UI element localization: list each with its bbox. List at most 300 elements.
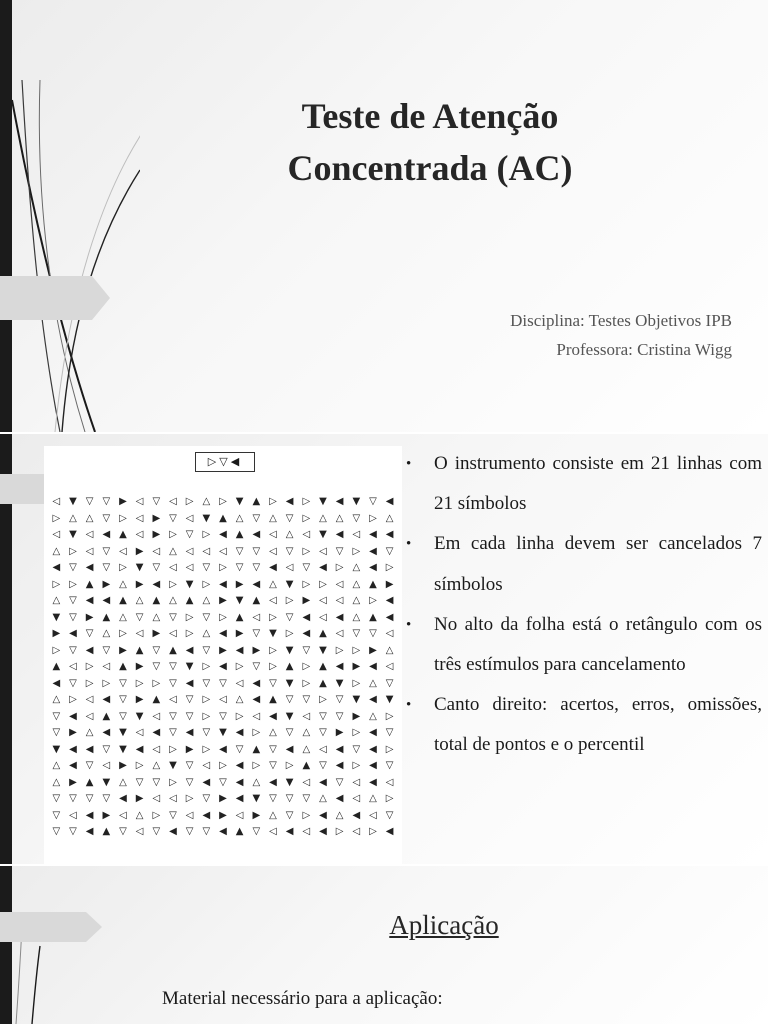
grid-symbol: ▶ (152, 529, 161, 540)
grid-symbol: △ (135, 809, 144, 821)
grid-symbol: ◁ (385, 661, 394, 672)
grid-symbol: ◀ (102, 595, 111, 606)
bullet-item (402, 524, 762, 604)
grid-symbol: ◁ (169, 694, 177, 705)
grid-symbol: ◀ (85, 826, 94, 837)
grid-symbol: ▽ (385, 727, 394, 738)
grid-symbol: ▼ (319, 644, 327, 656)
grid-symbol: ▽ (252, 512, 261, 524)
grid-symbol: ▲ (119, 595, 127, 606)
grid-symbol: △ (385, 512, 394, 524)
grid-symbol: ▽ (102, 496, 111, 507)
grid-symbol: ▼ (135, 562, 144, 573)
grid-symbol: ◁ (319, 595, 327, 606)
grid-symbol: ◁ (385, 628, 394, 639)
grid-symbol: ▽ (302, 694, 311, 705)
body-text: Material necessário para a aplicação: (162, 988, 443, 1009)
bullet-dot: • (406, 536, 412, 553)
grid-symbol: ▽ (385, 545, 394, 557)
grid-symbol: ▷ (352, 545, 361, 557)
grid-symbol: ▶ (385, 578, 394, 590)
grid-symbol: ▶ (135, 661, 144, 672)
grid-symbol: ◀ (102, 727, 111, 738)
grid-symbol: ▽ (185, 776, 194, 788)
grid-symbol: ▷ (202, 661, 211, 672)
grid-symbol: ▽ (319, 760, 327, 771)
grid-symbol: ▷ (302, 661, 311, 672)
grid-symbol: ◀ (169, 826, 177, 837)
grid-symbol: ◁ (319, 545, 327, 557)
grid-symbol: ◀ (219, 826, 227, 837)
grid-symbol: △ (235, 694, 244, 705)
grid-symbol: ▷ (319, 578, 327, 590)
grid-symbol: ▼ (335, 677, 344, 689)
grid-symbol: ▷ (219, 611, 227, 623)
bullet-item (402, 444, 762, 524)
page-title (230, 90, 630, 194)
grid-symbol: ▽ (102, 562, 111, 573)
grid-symbol: ▼ (69, 496, 77, 507)
grid-symbol: ▷ (185, 793, 194, 804)
grid-symbol: ▼ (52, 611, 61, 623)
grid-symbol: ▽ (102, 512, 111, 524)
grid-symbol: △ (152, 760, 161, 771)
grid-symbol: ◀ (235, 760, 244, 771)
grid-symbol: ▽ (102, 644, 111, 656)
grid-symbol: ▽ (185, 694, 194, 705)
grid-symbol: △ (385, 644, 394, 656)
grid-symbol: ▼ (52, 743, 61, 755)
bullet-list (402, 444, 762, 766)
grid-symbol: ◀ (252, 694, 261, 705)
grid-symbol: ◁ (102, 760, 111, 771)
grid-symbol: ▽ (219, 710, 227, 722)
grid-symbol: ▽ (235, 743, 244, 755)
stimulus-box: ▷▽◀ (195, 452, 255, 472)
grid-symbol: ◀ (202, 776, 211, 788)
grid-symbol: ▼ (285, 710, 294, 722)
grid-symbol: ▲ (319, 677, 327, 689)
grid-symbol: ▲ (185, 595, 194, 606)
bullet-dot: • (406, 697, 412, 714)
grid-symbol: △ (285, 529, 294, 540)
grid-symbol: ▽ (69, 562, 77, 573)
grid-symbol: ▽ (335, 776, 344, 788)
grid-symbol: ◁ (135, 529, 144, 540)
grid-symbol: ▽ (169, 661, 177, 672)
grid-symbol: ▽ (285, 694, 294, 705)
grid-symbol: ◁ (252, 611, 261, 623)
grid-symbol: ▽ (69, 826, 77, 837)
grid-symbol: ▷ (335, 644, 344, 656)
grid-symbol: △ (252, 776, 261, 788)
grid-symbol: ▷ (352, 644, 361, 656)
grid-symbol: ◁ (152, 710, 161, 722)
grid-symbol: ◁ (119, 809, 127, 821)
grid-symbol: ◁ (185, 545, 194, 557)
grid-symbol: ▼ (219, 727, 227, 738)
grid-symbol: ◀ (302, 628, 311, 639)
grid-symbol: ▷ (52, 512, 61, 524)
grid-symbol: ▷ (285, 628, 294, 639)
grid-symbol: ▶ (219, 809, 227, 821)
title-line-1: Teste de Atenção (301, 96, 559, 136)
grid-symbol: ▽ (152, 826, 161, 837)
grid-symbol: ▼ (252, 793, 261, 804)
grid-symbol: ◁ (169, 562, 177, 573)
grid-symbol: ▷ (252, 760, 261, 771)
grid-symbol: ◁ (352, 529, 361, 540)
decorative-swoosh (0, 866, 80, 1024)
grid-symbol: ◀ (369, 760, 377, 771)
decorative-swoosh (0, 0, 140, 432)
grid-symbol: ▲ (235, 611, 244, 623)
grid-symbol: △ (202, 628, 211, 639)
grid-symbol: ▽ (385, 760, 394, 771)
grid-symbol: ▽ (69, 677, 77, 689)
grid-symbol: ▲ (152, 595, 161, 606)
grid-symbol: ◁ (169, 496, 177, 507)
grid-symbol: ◀ (285, 826, 294, 837)
grid-symbol: △ (352, 595, 361, 606)
grid-symbol: ◁ (335, 628, 344, 639)
grid-symbol: ▶ (119, 496, 127, 507)
grid-symbol: ◁ (302, 529, 311, 540)
grid-symbol: △ (269, 578, 277, 590)
grid-symbol: ▽ (102, 545, 111, 557)
grid-symbol: △ (269, 809, 277, 821)
grid-symbol: ◁ (169, 793, 177, 804)
grid-symbol: ◀ (369, 694, 377, 705)
grid-symbol: ◁ (135, 512, 144, 524)
grid-symbol: ▶ (219, 595, 227, 606)
grid-symbol: ◁ (335, 578, 344, 590)
grid-symbol: △ (202, 496, 211, 507)
grid-symbol: ▶ (152, 628, 161, 639)
grid-symbol: ▲ (102, 611, 111, 623)
grid-symbol: ◀ (369, 529, 377, 540)
grid-symbol: ▷ (369, 595, 377, 606)
grid-symbol: ▼ (352, 694, 361, 705)
grid-symbol: ▽ (285, 545, 294, 557)
grid-symbol: ▶ (102, 809, 111, 821)
grid-symbol: ▼ (135, 710, 144, 722)
grid-symbol: ▽ (185, 529, 194, 540)
grid-symbol: ◀ (235, 776, 244, 788)
grid-symbol: ▽ (285, 611, 294, 623)
grid-symbol: ◁ (169, 628, 177, 639)
grid-symbol: ◁ (85, 694, 94, 705)
grid-symbol: ▶ (335, 727, 344, 738)
grid-symbol: ◁ (185, 512, 194, 524)
subtitle-discipline: Disciplina: Testes Objetivos IPB (510, 311, 732, 330)
grid-symbol: ◁ (335, 595, 344, 606)
grid-symbol: ◀ (85, 809, 94, 821)
grid-symbol: ▽ (302, 793, 311, 804)
grid-symbol: ▷ (352, 727, 361, 738)
grid-symbol: ▼ (185, 661, 194, 672)
grid-symbol: ▷ (52, 578, 61, 590)
grid-symbol: ▽ (169, 809, 177, 821)
grid-symbol: ▲ (102, 826, 111, 837)
grid-symbol: ▽ (319, 710, 327, 722)
grid-symbol: ◀ (85, 562, 94, 573)
grid-symbol: △ (102, 628, 111, 639)
grid-symbol: ▽ (52, 826, 61, 837)
grid-symbol: ▷ (219, 760, 227, 771)
grid-symbol: ◀ (219, 661, 227, 672)
bullet-dot: • (406, 616, 412, 633)
grid-symbol: △ (119, 578, 127, 590)
grid-symbol: ▼ (185, 578, 194, 590)
grid-symbol: ▷ (335, 826, 344, 837)
grid-symbol: ▶ (119, 760, 127, 771)
grid-symbol: ◁ (185, 562, 194, 573)
grid-symbol: ◀ (185, 727, 194, 738)
grid-symbol: ▼ (119, 727, 127, 738)
grid-symbol: ▽ (302, 562, 311, 573)
grid-symbol: ▶ (219, 793, 227, 804)
grid-symbol: ◀ (85, 595, 94, 606)
grid-symbol: ▷ (385, 710, 394, 722)
grid-symbol: ◀ (335, 529, 344, 540)
grid-symbol: ▷ (69, 694, 77, 705)
grid-symbol: ▽ (119, 710, 127, 722)
grid-symbol: ▶ (235, 628, 244, 639)
grid-symbol: ◁ (269, 529, 277, 540)
grid-symbol: ◀ (352, 809, 361, 821)
grid-symbol: △ (119, 776, 127, 788)
grid-symbol: △ (369, 793, 377, 804)
grid-symbol: ▲ (85, 578, 94, 590)
grid-symbol: ◀ (335, 661, 344, 672)
grid-symbol: ◁ (135, 628, 144, 639)
grid-symbol: ▶ (102, 578, 111, 590)
grid-symbol: ▷ (285, 760, 294, 771)
grid-symbol: ▷ (269, 496, 277, 507)
grid-symbol: ◀ (235, 727, 244, 738)
grid-symbol: ◀ (69, 743, 77, 755)
grid-symbol: ◁ (385, 776, 394, 788)
symbol-grid (48, 494, 398, 844)
grid-symbol: ▶ (352, 710, 361, 722)
grid-symbol: ◁ (152, 793, 161, 804)
grid-symbol: △ (369, 710, 377, 722)
grid-symbol: ◀ (269, 776, 277, 788)
grid-symbol: ▷ (369, 512, 377, 524)
grid-symbol: ◀ (69, 760, 77, 771)
grid-symbol: ▽ (302, 644, 311, 656)
grid-symbol: ▷ (169, 776, 177, 788)
grid-symbol: ◁ (52, 529, 61, 540)
grid-symbol: ▶ (152, 512, 161, 524)
attention-test-sheet (44, 446, 402, 864)
grid-symbol: ▷ (352, 760, 361, 771)
grid-symbol: ▷ (85, 677, 94, 689)
grid-symbol: ▷ (369, 826, 377, 837)
grid-symbol: ▷ (119, 628, 127, 639)
grid-symbol: ▷ (202, 578, 211, 590)
grid-symbol: ▽ (169, 710, 177, 722)
grid-symbol: ◀ (135, 743, 144, 755)
grid-symbol: ▽ (52, 710, 61, 722)
grid-symbol: ▷ (302, 512, 311, 524)
grid-symbol: ◁ (119, 545, 127, 557)
grid-symbol: ▼ (169, 760, 177, 771)
grid-symbol: ◁ (152, 545, 161, 557)
grid-symbol: ▶ (69, 727, 77, 738)
grid-symbol: △ (335, 512, 344, 524)
grid-symbol: △ (69, 512, 77, 524)
grid-symbol: ◀ (152, 727, 161, 738)
grid-symbol: ▽ (369, 496, 377, 507)
grid-symbol: ▽ (219, 776, 227, 788)
grid-symbol: ◁ (185, 809, 194, 821)
grid-symbol: ▽ (252, 562, 261, 573)
grid-symbol: ▽ (285, 512, 294, 524)
grid-symbol: ◁ (269, 595, 277, 606)
grid-symbol: ▷ (85, 661, 94, 672)
grid-symbol: ▲ (252, 496, 261, 507)
grid-symbol: △ (319, 512, 327, 524)
grid-symbol: △ (85, 512, 94, 524)
grid-symbol: △ (52, 760, 61, 771)
grid-symbol: ▽ (335, 545, 344, 557)
grid-symbol: ▽ (335, 694, 344, 705)
grid-symbol: ▷ (269, 644, 277, 656)
grid-symbol: ▼ (269, 628, 277, 639)
grid-symbol: ◁ (285, 562, 294, 573)
grid-symbol: ▽ (352, 743, 361, 755)
grid-symbol: ▷ (235, 710, 244, 722)
grid-symbol: ▲ (369, 578, 377, 590)
grid-symbol: ▲ (102, 710, 111, 722)
grid-symbol: ▽ (252, 545, 261, 557)
grid-symbol: ▼ (285, 578, 294, 590)
grid-symbol: ▷ (219, 496, 227, 507)
grid-symbol: ◀ (319, 562, 327, 573)
grid-symbol: ◁ (319, 743, 327, 755)
grid-symbol: ◀ (369, 743, 377, 755)
grid-symbol: ◀ (219, 628, 227, 639)
grid-symbol: △ (52, 694, 61, 705)
grid-symbol: ▽ (269, 793, 277, 804)
slide-application (0, 866, 768, 1024)
grid-symbol: ▼ (285, 644, 294, 656)
bullet-item (402, 685, 762, 765)
grid-symbol: ▽ (152, 562, 161, 573)
grid-symbol: △ (119, 611, 127, 623)
grid-symbol: △ (302, 743, 311, 755)
grid-symbol: ◀ (335, 793, 344, 804)
bullet-text: No alto da folha está o retângulo com os três estímulos para cancelamento (434, 613, 762, 676)
grid-symbol: ▽ (235, 562, 244, 573)
grid-symbol: △ (352, 578, 361, 590)
grid-symbol: ◀ (285, 496, 294, 507)
grid-symbol: ▲ (235, 826, 244, 837)
grid-symbol: △ (319, 793, 327, 804)
grid-symbol: ◀ (219, 529, 227, 540)
grid-symbol: ▽ (69, 611, 77, 623)
section-heading: Aplicação (389, 910, 499, 940)
grid-symbol: ▽ (169, 611, 177, 623)
grid-symbol: ◀ (369, 545, 377, 557)
grid-symbol: ◁ (202, 545, 211, 557)
grid-symbol: ▲ (369, 611, 377, 623)
grid-symbol: ▽ (135, 776, 144, 788)
grid-symbol: ◁ (302, 710, 311, 722)
grid-symbol: △ (52, 545, 61, 557)
grid-symbol: ◁ (302, 826, 311, 837)
grid-symbol: ▷ (252, 727, 261, 738)
grid-symbol: ◀ (335, 743, 344, 755)
grid-symbol: ◀ (252, 578, 261, 590)
grid-symbol: ◁ (69, 661, 77, 672)
grid-symbol: ▽ (285, 793, 294, 804)
grid-symbol: ▶ (252, 809, 261, 821)
grid-symbol: ▷ (185, 611, 194, 623)
grid-symbol: ◀ (219, 578, 227, 590)
grid-symbol: ▽ (202, 611, 211, 623)
grid-symbol: ▽ (85, 760, 94, 771)
grid-symbol: ▽ (85, 496, 94, 507)
grid-symbol: ▼ (235, 595, 244, 606)
grid-symbol: ◀ (385, 826, 394, 837)
grid-symbol: ▲ (302, 760, 311, 771)
grid-symbol: ◁ (69, 809, 77, 821)
grid-symbol: ◀ (235, 644, 244, 656)
grid-symbol: △ (335, 809, 344, 821)
grid-symbol: ◁ (269, 826, 277, 837)
grid-symbol: ◀ (252, 677, 261, 689)
grid-symbol: ▲ (285, 661, 294, 672)
grid-symbol: △ (52, 776, 61, 788)
grid-symbol: ◀ (369, 776, 377, 788)
grid-symbol: ▷ (152, 677, 161, 689)
grid-symbol: ▲ (269, 694, 277, 705)
grid-symbol: ▽ (185, 710, 194, 722)
grid-symbol: ▷ (185, 496, 194, 507)
grid-symbol: ▷ (202, 694, 211, 705)
grid-symbol: ▽ (169, 512, 177, 524)
grid-symbol: ▽ (152, 776, 161, 788)
grid-symbol: ▷ (169, 529, 177, 540)
grid-symbol: ◁ (85, 529, 94, 540)
grid-symbol: △ (169, 545, 177, 557)
grid-symbol: ▷ (135, 760, 144, 771)
grid-symbol: ▷ (302, 809, 311, 821)
grid-symbol: ▼ (285, 776, 294, 788)
grid-symbol: ◀ (385, 529, 394, 540)
grid-symbol: ▽ (285, 809, 294, 821)
grid-symbol: ◀ (369, 661, 377, 672)
grid-symbol: ▽ (202, 727, 211, 738)
grid-symbol: ◀ (285, 743, 294, 755)
grid-symbol: ▽ (219, 677, 227, 689)
grid-symbol: ◁ (235, 677, 244, 689)
subtitle-professor: Professora: Cristina Wigg (556, 340, 732, 359)
grid-symbol: ◀ (85, 743, 94, 755)
grid-symbol: ▽ (202, 644, 211, 656)
grid-symbol: ▽ (185, 826, 194, 837)
grid-symbol: ▽ (252, 826, 261, 837)
slide-title (0, 0, 768, 432)
grid-symbol: ◀ (369, 562, 377, 573)
grid-symbol: ◀ (235, 793, 244, 804)
grid-symbol: ▷ (335, 562, 344, 573)
grid-symbol: ▷ (219, 562, 227, 573)
grid-symbol: ▷ (319, 694, 327, 705)
